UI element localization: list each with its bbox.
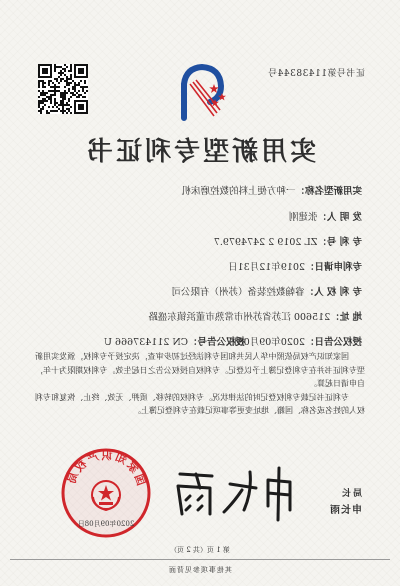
field-address (148, 309, 362, 323)
field-label: 地 址： (330, 312, 362, 323)
seal-date: 2020年09月08日 (77, 520, 135, 528)
field-label: 实用新型名称： (295, 186, 362, 197)
field-value: 睿翰数控装备（苏州）有限公司 (171, 287, 305, 298)
footer-divider (10, 559, 390, 560)
field-utility-model-name (181, 183, 362, 197)
signatory-title: 局长 (339, 489, 362, 499)
field-value: 一种方便上料的数控磨床机 (181, 186, 296, 197)
field-label: 专 利 权 人： (304, 287, 362, 298)
statement-paragraph: 专利证书记载专利权登记时的法律状况。专利权的转移、质押、无效、终止、恢复和专利权人的姓名或名称、国籍、地址变更等事项记载在专利登记簿上。 (35, 392, 365, 415)
field-value: CN 211437666 U (103, 337, 188, 348)
signatory-name: 申长雨 (329, 505, 362, 516)
certificate-title: 实用新型专利证书 (84, 137, 317, 167)
field-patent-number (214, 234, 362, 248)
field-value: 215600 江苏省苏州市常熟市董浜镇东盛路 (148, 312, 331, 323)
qr-code (38, 64, 88, 114)
field-grant-number (104, 334, 245, 348)
field-value: ZL 2019 2 2474979.7 (213, 237, 318, 248)
seal-text: 国家知识产权局 (64, 449, 148, 488)
cnipa-logo-icon (170, 62, 230, 122)
field-inventor (289, 209, 362, 223)
field-label: 专 利 号： (317, 237, 362, 248)
handwritten-signature (170, 462, 300, 524)
field-value: 2019年12月31日 (228, 262, 305, 273)
field-application-date (228, 259, 362, 273)
field-patentee (172, 284, 362, 298)
field-grant-date (228, 334, 362, 348)
footer-note: 其他事项参见背面 (168, 566, 232, 574)
field-value: 2020年09月08日 (228, 337, 305, 348)
page-indicator: 第 1 页（共 2 页） (170, 546, 230, 554)
field-label: 授权公告号： (187, 337, 245, 348)
certificate-number: 证书号第11438344号 (267, 69, 365, 79)
statement-paragraph: 国家知识产权局依照中华人民共和国专利法经过初步审查，决定授予专利权，颁发实用新型专利证书并在专利登记簿上予以登记。专利权自授权公告之日起生效。专利权期限为十年，自申请日起算。 (35, 352, 365, 388)
field-label: 发 明 人： (317, 212, 362, 223)
field-label: 授权公告日： (304, 337, 362, 348)
field-label: 专利申请日： (304, 262, 362, 273)
field-value: 张建刚 (288, 212, 318, 223)
certificate-statement (35, 350, 365, 418)
